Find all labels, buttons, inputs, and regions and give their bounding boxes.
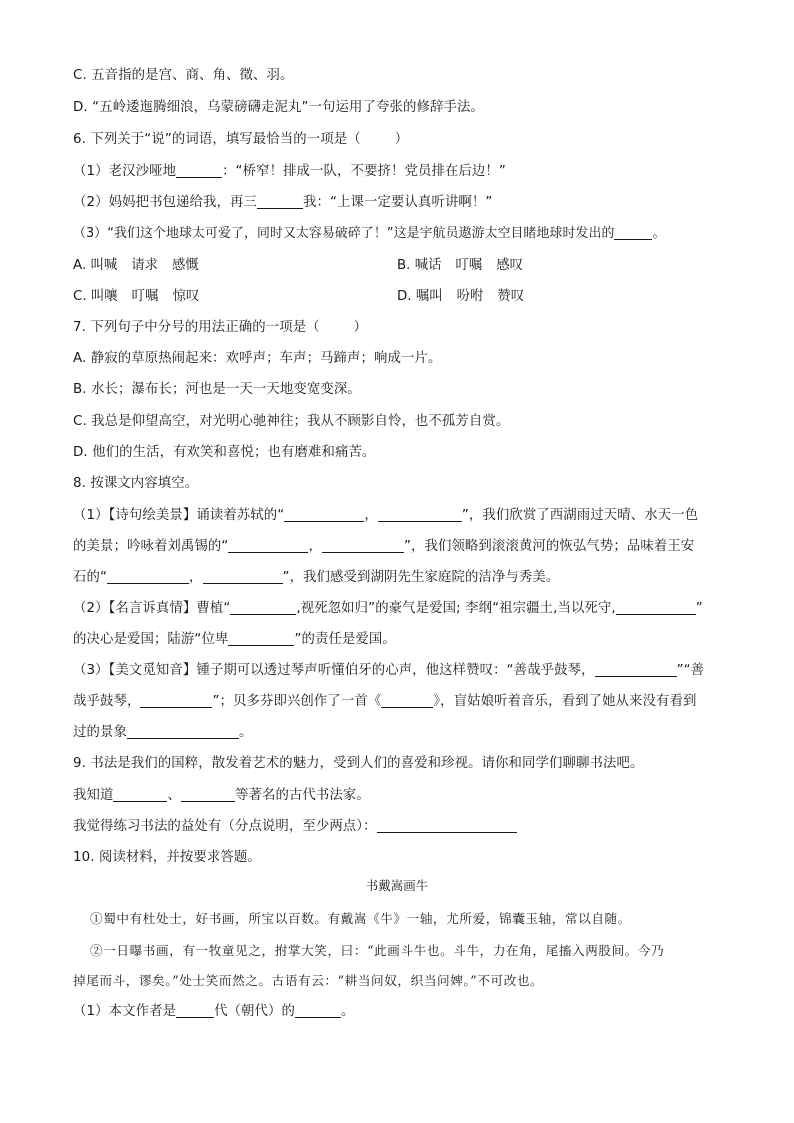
q9-line1: 我知道 、 等著名的古代书法家。	[73, 788, 370, 803]
q5-option-c: C. 五音指的是宫、商、角、徵、羽。	[73, 68, 294, 83]
answer-blank[interactable]	[381, 693, 433, 708]
answer-blank[interactable]	[595, 662, 677, 677]
q6-option-a[interactable]: A. 叫喊 请求 感慨	[73, 258, 199, 273]
q6-s2-after: 我：“上课一定要认真听讲啊！”	[303, 195, 493, 210]
q9-stem: 9. 书法是我们的国粹，散发着艺术的魅力，受到人们的喜爱和珍视。请你和同学们聊聊书法吧。	[73, 756, 644, 771]
q8-stem: 8. 按课文内容填空。	[73, 476, 199, 491]
answer-blank[interactable]	[228, 538, 308, 553]
q6-sentence-1	[73, 162, 506, 182]
q7-stem	[73, 318, 367, 338]
q6-option-d[interactable]: D. 嘱叫 吩咐 赞叹	[397, 289, 525, 304]
answer-blank[interactable]	[176, 163, 222, 178]
passage-title: 书戴嵩画牛	[365, 878, 429, 893]
answer-blank[interactable]	[113, 787, 167, 802]
q8-part3-line2: 哉乎鼓琴， ”；贝多芬即兴创作了一首《 》，盲姑娘听着音乐，看到了她从来没有看到	[73, 694, 697, 709]
q8-part3-line1: （3）【美文觅知音】锺子期可以透过琴声听懂伯牙的心声，他这样赞叹：“善哉乎鼓琴， ”“善	[73, 663, 705, 678]
q8-part2-line1: （2）【名言诉真情】曹植“ ,视死忽如归”的豪气是爱国; 李纲“祖宗疆土,当以死守, ”	[73, 601, 703, 616]
answer-blank[interactable]	[284, 507, 364, 522]
answer-blank[interactable]	[127, 724, 239, 739]
q7-stem-text: 7. 下列句子中分号的用法正确的一项是（	[73, 320, 320, 335]
q6-s1-after: ：“桥窄！排成一队，不要挤！党员排在后边！”	[222, 164, 506, 179]
q6-sentence-3	[73, 224, 665, 244]
q7-option-d[interactable]: D. 他们的生活，有欢笑和喜悦；也有磨难和痛苦。	[73, 445, 376, 460]
q6-sentence-2	[73, 193, 492, 213]
answer-blank[interactable]	[203, 569, 283, 584]
q6-s1-before: （1）老汉沙哑地	[73, 164, 177, 179]
answer-blank[interactable]	[295, 1003, 341, 1018]
answer-blank[interactable]	[378, 507, 462, 522]
passage-paragraph-2b: 掉尾而斗，谬矣。”处士笑而然之。古语有云：“耕当问奴，织当问婢。”不可改也。	[73, 973, 544, 988]
q8-part1-line1: （1）【诗句绘美景】诵读着苏轼的“ ， ”，我们欣赏了西湖雨过天晴、水天一色	[73, 508, 699, 523]
answer-blank[interactable]	[107, 569, 189, 584]
q7-option-a[interactable]: A. 静寂的草原热闹起来：欢呼声；车声；马蹄声；响成一片。	[73, 351, 442, 366]
q10-sub1: （1）本文作者是 代（朝代）的 。	[73, 1004, 355, 1019]
q8-part2-line2: 的决心是爱国；陆游“位卑 ”的责任是爱国。	[73, 632, 396, 647]
q7-option-c[interactable]: C. 我总是仰望高空，对光明心驰神往；我从不顾影自怜，也不孤芳自赏。	[73, 414, 510, 429]
q7-stem-end: ）	[353, 320, 368, 335]
q6-s3-after: 。	[652, 226, 666, 241]
q6-s3-before: （3）“我们这个地球太可爱了，同时又太容易破碎了！”这是宇航员遨游太空目睹地球时发出的	[73, 226, 615, 241]
answer-blank[interactable]	[616, 600, 696, 615]
answer-blank[interactable]	[228, 631, 294, 646]
answer-blank[interactable]	[230, 600, 296, 615]
q5-option-d: D. “五岭逶迤腾细浪，乌蒙磅礴走泥丸”一句运用了夸张的修辞手法。	[73, 100, 484, 115]
q9-line2: 我觉得练习书法的益处有（分点说明，至少两点）：	[73, 817, 517, 837]
q6-option-b[interactable]: B. 喊话 叮嘱 感叹	[397, 258, 524, 273]
answer-blank[interactable]	[140, 693, 212, 708]
passage-paragraph-1: ①蜀中有杜处士，好书画，所宝以百数。有戴嵩《牛》一轴，尤所爱，锦囊玉轴，常以自随。	[90, 911, 631, 926]
q8-part3-line3: 过的景象 。	[73, 725, 253, 740]
answer-blank[interactable]	[377, 818, 517, 833]
answer-blank[interactable]	[322, 538, 404, 553]
q6-s2-before: （2）妈妈把书包递给我，再三	[73, 195, 257, 210]
q6-stem-text: 6. 下列关于“说”的词语，填写最恰当的一项是（	[73, 132, 361, 147]
answer-blank[interactable]	[176, 1003, 214, 1018]
answer-blank[interactable]	[257, 194, 303, 209]
passage-paragraph-2a: ②一日曝书画，有一牧童见之，拊掌大笑，曰：“此画斗牛也。斗牛，力在角，尾搐入两股间。今乃	[90, 943, 665, 958]
q6-stem	[73, 130, 408, 150]
answer-blank[interactable]	[614, 225, 652, 240]
q10-stem: 10. 阅读材料，并按要求答题。	[73, 850, 261, 865]
q8-part1-line3: 石的“ ， ”，我们感受到湖阴先生家庭院的洁净与秀美。	[73, 570, 560, 585]
q7-option-b[interactable]: B. 水长；瀑布长；河也是一天一天地变宽变深。	[73, 382, 361, 397]
q6-option-c[interactable]: C. 叫嚷 叮嘱 惊叹	[73, 289, 200, 304]
q8-part1-line2: 的美景；吟咏着刘禹锡的“ ， ”，我们领略到滚滚黄河的恢弘气势；品味着王安	[73, 539, 695, 554]
answer-blank[interactable]	[181, 787, 235, 802]
q6-stem-end: ）	[394, 132, 409, 147]
